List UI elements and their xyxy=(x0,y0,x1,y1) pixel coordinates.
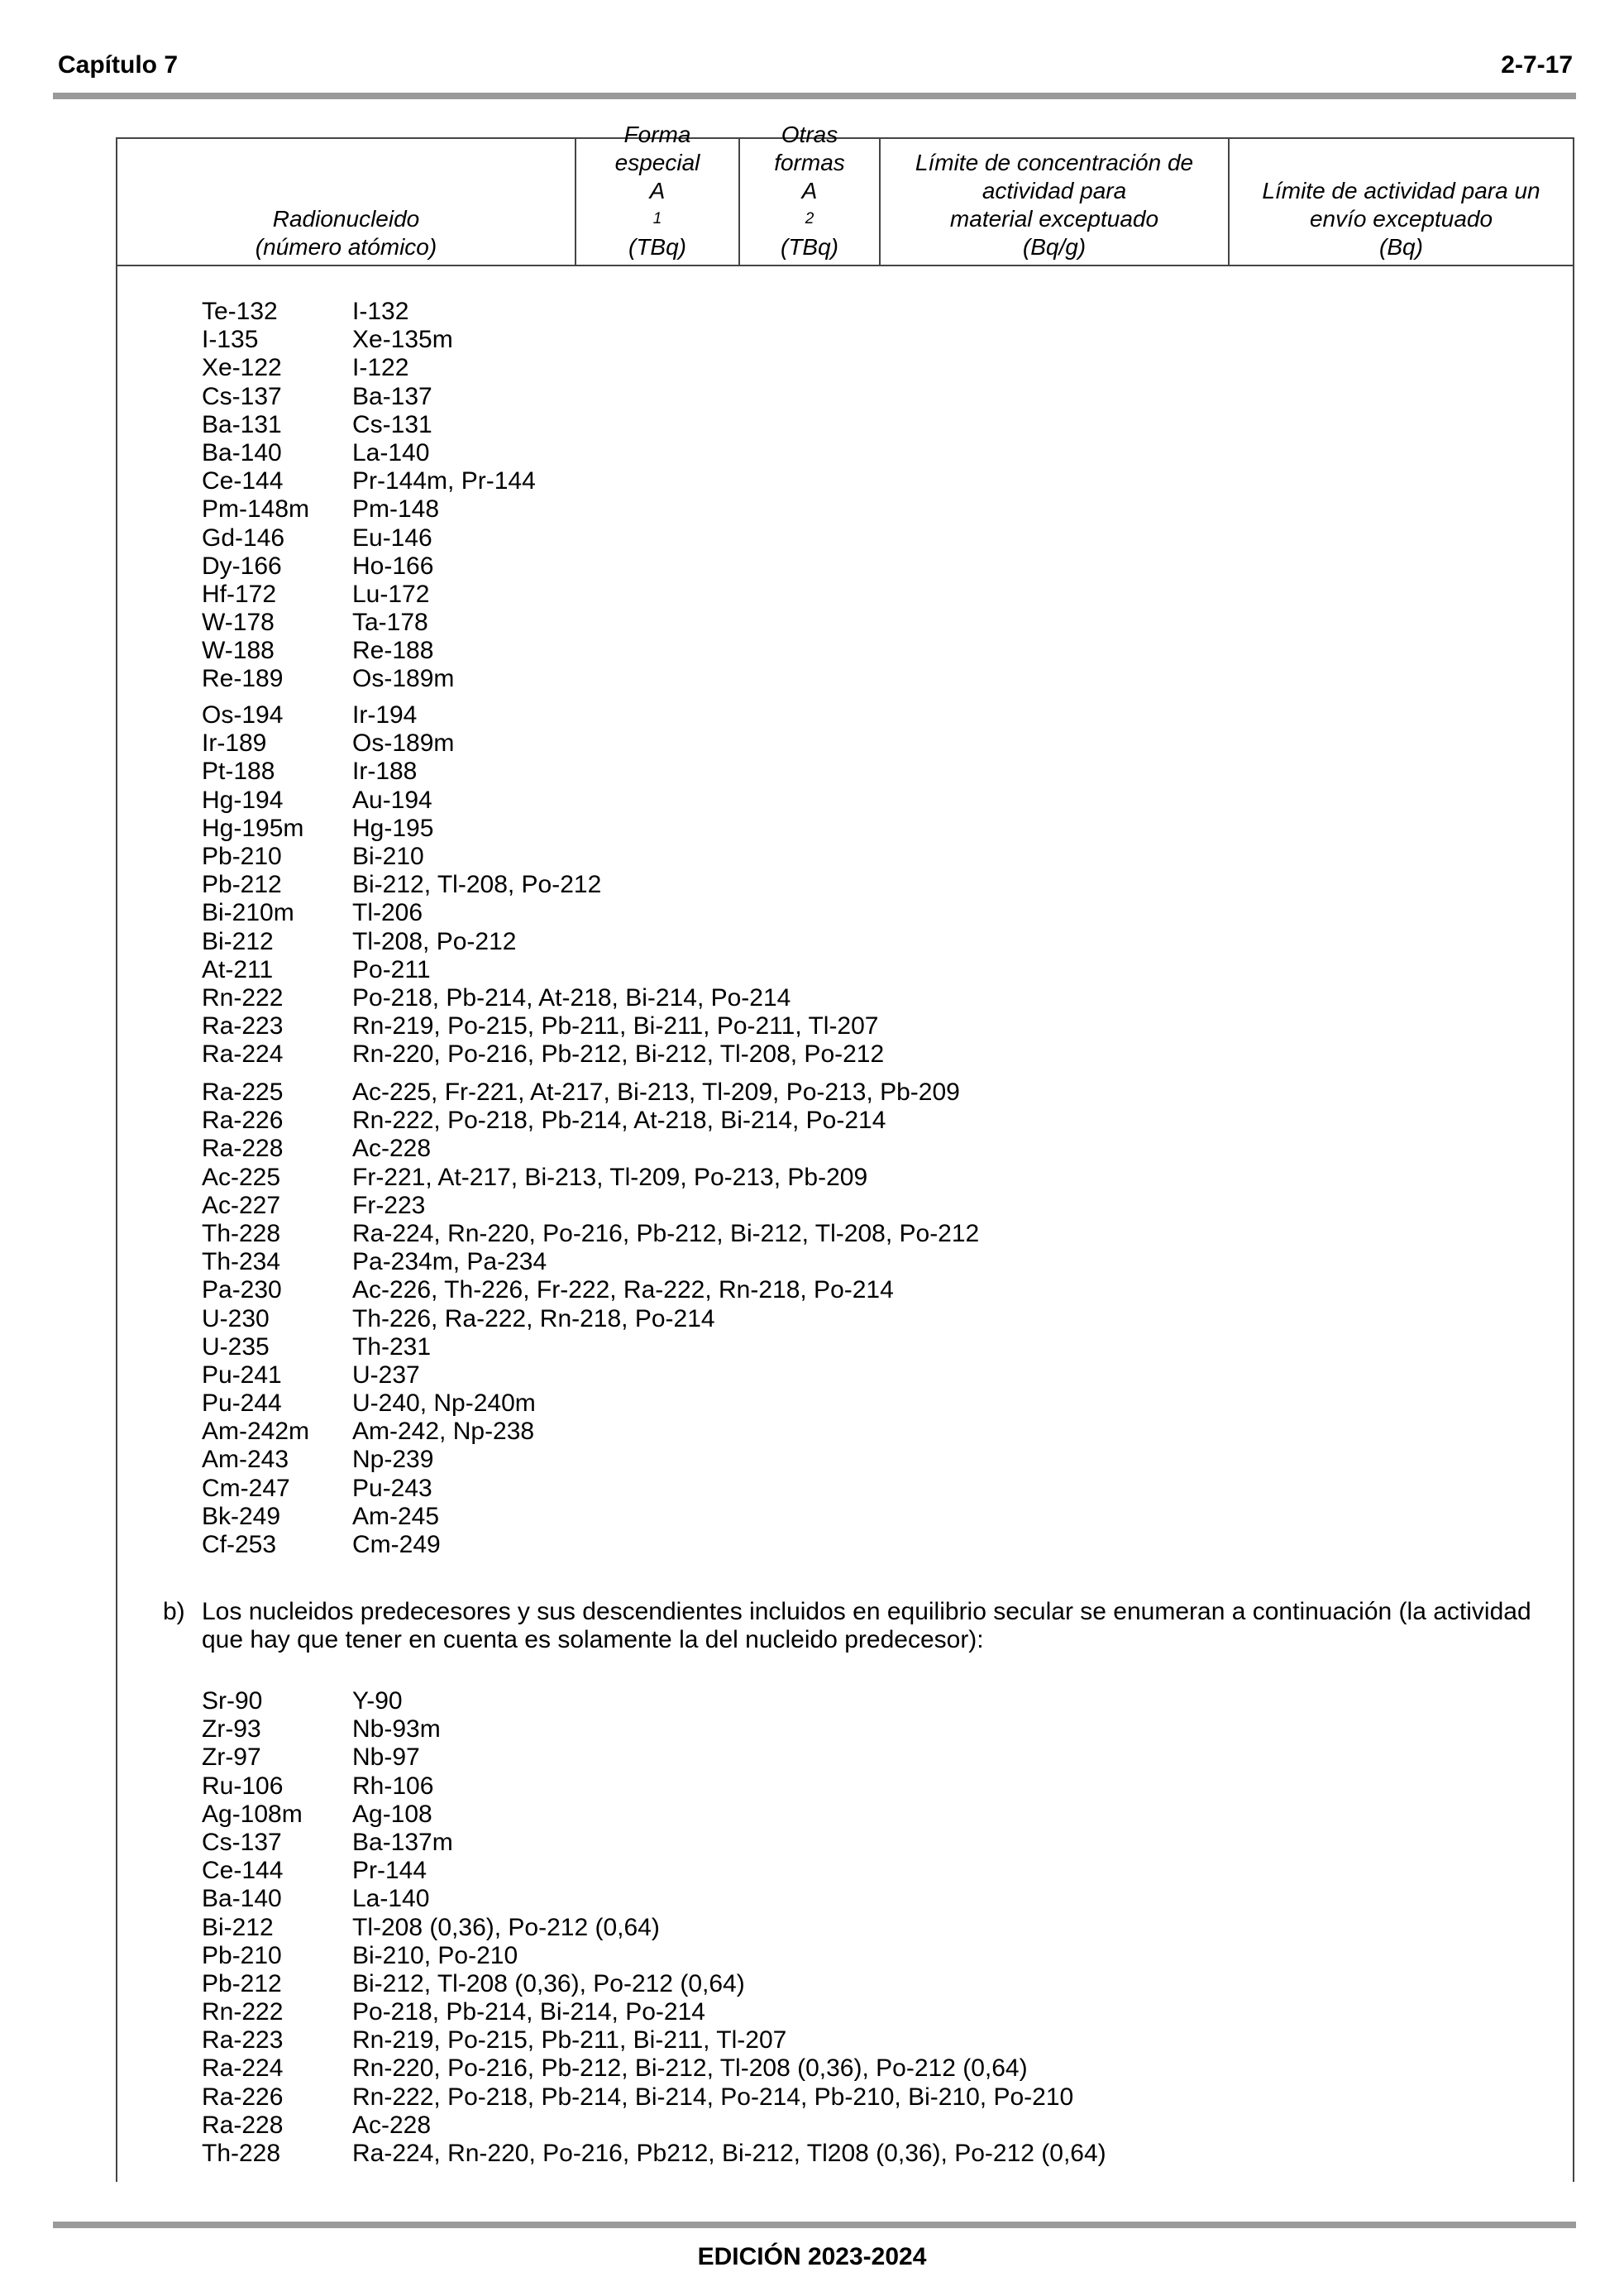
daughter-nuclides: Pr-144 xyxy=(352,1857,427,1885)
nuclide-row xyxy=(202,524,536,552)
parent-nuclide: Ce-144 xyxy=(202,1857,284,1885)
daughter-nuclides: Fr-221, At-217, Bi-213, Tl-209, Po-213, Pb-209 xyxy=(352,1163,868,1191)
nuclide-row xyxy=(202,1164,979,1192)
daughter-nuclides: Rn-219, Po-215, Pb-211, Bi-211, Tl-207 xyxy=(352,2026,787,2054)
nuclide-row xyxy=(202,1687,1106,1715)
daughter-nuclides: La-140 xyxy=(352,438,430,466)
page-number: 2-7-17 xyxy=(1501,51,1573,79)
daughter-nuclides: Bi-210, Po-210 xyxy=(352,1941,518,1969)
nuclide-list-b xyxy=(202,1687,1106,2168)
daughter-nuclides: Ac-226, Th-226, Fr-222, Ra-222, Rn-218, Po-214 xyxy=(352,1276,894,1304)
daughter-nuclides: Ac-228 xyxy=(352,1135,432,1163)
daughter-nuclides: Pa-234m, Pa-234 xyxy=(352,1248,547,1276)
nuclide-row xyxy=(202,843,884,871)
nuclide-list-a2 xyxy=(202,701,884,1069)
nuclide-row xyxy=(202,787,884,815)
nuclide-row xyxy=(202,1305,979,1333)
nuclide-row xyxy=(202,354,536,382)
nuclide-row xyxy=(202,899,884,927)
daughter-nuclides: Lu-172 xyxy=(352,580,430,608)
parent-nuclide: Ra-224 xyxy=(202,1040,284,1069)
daughter-nuclides: Bi-212, Tl-208, Po-212 xyxy=(352,871,602,899)
parent-nuclide: Cf-253 xyxy=(202,1531,277,1558)
nuclide-row xyxy=(202,815,884,843)
nuclide-row xyxy=(202,1970,1106,1998)
daughter-nuclides: Pm-148 xyxy=(352,495,440,524)
daughter-nuclides: Ir-194 xyxy=(352,701,418,729)
daughter-nuclides: I-132 xyxy=(352,298,409,325)
nuclide-row xyxy=(202,2083,1106,2112)
nuclide-row xyxy=(202,609,536,637)
parent-nuclide: Ce-144 xyxy=(202,467,284,495)
daughter-nuclides: Fr-223 xyxy=(352,1191,426,1219)
daughter-nuclides: Ba-137m xyxy=(352,1828,453,1856)
parent-nuclide: Pb-212 xyxy=(202,1969,282,1997)
nuclide-row xyxy=(202,1040,884,1069)
daughter-nuclides: U-240, Np-240m xyxy=(352,1390,536,1418)
note-b-label: b) xyxy=(163,1598,185,1625)
nuclide-row xyxy=(202,1390,979,1418)
nuclide-row xyxy=(202,1772,1106,1801)
nuclide-row xyxy=(202,467,536,495)
col-special-form-a1: Forma especial A 1 (TBq) xyxy=(576,139,740,265)
daughter-nuclides: Rn-222, Po-218, Pb-214, At-218, Bi-214, Po-214 xyxy=(352,1107,886,1135)
parent-nuclide: Gd-146 xyxy=(202,524,285,552)
parent-nuclide: Pb-210 xyxy=(202,1941,282,1969)
parent-nuclide: Hg-195m xyxy=(202,814,304,842)
edition-footer: EDICIÓN 2023-2024 xyxy=(697,2243,927,2270)
daughter-nuclides: Xe-135m xyxy=(352,326,453,354)
parent-nuclide: Pb-210 xyxy=(202,842,282,870)
note-b-text: Los nucleidos predecesores y sus descendientes incluidos en equilibrio secular se enumeran a continuación (la actividad que hay que tener en cuenta es solamente la del nucleido predecesor): xyxy=(202,1598,1531,1653)
nuclide-row xyxy=(202,1276,979,1304)
daughter-nuclides: Ac-228 xyxy=(352,2111,432,2139)
nuclide-row xyxy=(202,326,536,354)
parent-nuclide: Th-228 xyxy=(202,2140,281,2167)
daughter-nuclides: Ra-224, Rn-220, Po-216, Pb-212, Bi-212, Tl-208, Po-212 xyxy=(352,1219,980,1247)
daughter-nuclides: La-140 xyxy=(352,1885,430,1913)
daughter-nuclides: Th-231 xyxy=(352,1332,432,1361)
nuclide-row xyxy=(202,1531,979,1559)
nuclide-row xyxy=(202,1914,1106,1942)
note-b xyxy=(163,1598,1560,1654)
parent-nuclide: Cm-247 xyxy=(202,1474,290,1502)
parent-nuclide: Ba-131 xyxy=(202,410,282,438)
nuclide-row xyxy=(202,1744,1106,1772)
parent-nuclide: Ra-226 xyxy=(202,1107,284,1135)
parent-nuclide: Xe-122 xyxy=(202,354,282,382)
nuclide-row xyxy=(202,1801,1106,1829)
parent-nuclide: Ba-140 xyxy=(202,438,282,466)
daughter-nuclides: Ho-166 xyxy=(352,552,434,580)
nuclide-row xyxy=(202,2112,1106,2140)
radionuclide-table xyxy=(116,122,1574,2182)
nuclide-row xyxy=(202,984,884,1012)
parent-nuclide: Rn-222 xyxy=(202,1998,284,2026)
parent-nuclide: Cs-137 xyxy=(202,1828,282,1856)
nuclide-row xyxy=(202,665,536,693)
nuclide-row xyxy=(202,1857,1106,1885)
parent-nuclide: Ac-225 xyxy=(202,1163,281,1191)
chapter-title: Capítulo 7 xyxy=(58,51,179,79)
nuclide-row xyxy=(202,1361,979,1390)
parent-nuclide: Rn-222 xyxy=(202,983,284,1012)
daughter-nuclides: Rn-220, Po-216, Pb-212, Bi-212, Tl-208 (0,36), Po-212 (0,64) xyxy=(352,2054,1028,2083)
parent-nuclide: Te-132 xyxy=(202,298,278,325)
parent-nuclide: Ru-106 xyxy=(202,1772,284,1800)
nuclide-list-a1 xyxy=(202,298,536,694)
nuclide-row xyxy=(202,552,536,581)
parent-nuclide: Ba-140 xyxy=(202,1885,282,1913)
parent-nuclide: Pu-241 xyxy=(202,1361,282,1389)
parent-nuclide: Pt-188 xyxy=(202,758,275,786)
daughter-nuclides: Rn-220, Po-216, Pb-212, Bi-212, Tl-208, Po-212 xyxy=(352,1040,885,1069)
parent-nuclide: Bk-249 xyxy=(202,1502,281,1530)
parent-nuclide: W-188 xyxy=(202,637,275,665)
nuclide-row xyxy=(202,1333,979,1361)
col-shipment-limit: Límite de actividad para un envío exceptuado (Bq) xyxy=(1262,178,1540,260)
daughter-nuclides: Re-188 xyxy=(352,637,434,665)
col-radionuclide: Radionucleido (número atómico) xyxy=(117,139,576,265)
parent-nuclide: I-135 xyxy=(202,326,259,354)
header-rule xyxy=(53,93,1576,99)
daughter-nuclides: Np-239 xyxy=(352,1446,434,1474)
parent-nuclide: Ra-226 xyxy=(202,2083,284,2111)
parent-nuclide: Pu-244 xyxy=(202,1390,282,1418)
nuclide-row xyxy=(202,701,884,729)
parent-nuclide: Th-228 xyxy=(202,1219,281,1247)
parent-nuclide: Pa-230 xyxy=(202,1276,282,1304)
nuclide-row xyxy=(202,439,536,467)
daughter-nuclides: Pr-144m, Pr-144 xyxy=(352,467,536,495)
nuclide-row xyxy=(202,1446,979,1474)
daughter-nuclides: Au-194 xyxy=(352,786,432,814)
daughter-nuclides: Nb-97 xyxy=(352,1744,420,1772)
daughter-nuclides: Po-211 xyxy=(352,955,431,983)
nuclide-row xyxy=(202,1942,1106,1970)
daughter-nuclides: Rn-222, Po-218, Pb-214, Bi-214, Po-214, Pb-210, Bi-210, Po-210 xyxy=(352,2083,1074,2111)
nuclide-row xyxy=(202,411,536,439)
daughter-nuclides: Eu-146 xyxy=(352,524,432,552)
daughter-nuclides: Ir-188 xyxy=(352,758,418,786)
nuclide-row xyxy=(202,1418,979,1446)
daughter-nuclides: Th-226, Ra-222, Rn-218, Po-214 xyxy=(352,1304,715,1332)
parent-nuclide: Pm-148m xyxy=(202,495,310,524)
daughter-nuclides: Ag-108 xyxy=(352,1800,432,1828)
parent-nuclide: Sr-90 xyxy=(202,1687,263,1715)
daughter-nuclides: Ac-225, Fr-221, At-217, Bi-213, Tl-209, Po-213, Pb-209 xyxy=(352,1079,960,1106)
nuclide-row xyxy=(202,1192,979,1220)
nuclide-row xyxy=(202,2026,1106,2054)
parent-nuclide: Am-242m xyxy=(202,1418,310,1446)
daughter-nuclides: Pu-243 xyxy=(352,1474,432,1502)
parent-nuclide: Bi-210m xyxy=(202,899,294,927)
parent-nuclide: Ra-223 xyxy=(202,2026,284,2054)
parent-nuclide: Ra-225 xyxy=(202,1079,284,1106)
parent-nuclide: Bi-212 xyxy=(202,927,274,955)
parent-nuclide: Os-194 xyxy=(202,701,284,729)
nuclide-row xyxy=(202,383,536,411)
nuclide-row xyxy=(202,928,884,956)
nuclide-row xyxy=(202,581,536,609)
nuclide-row xyxy=(202,1248,979,1276)
parent-nuclide: Dy-166 xyxy=(202,552,282,580)
parent-nuclide: Ra-224 xyxy=(202,2054,284,2083)
daughter-nuclides: Am-242, Np-238 xyxy=(352,1418,535,1446)
daughter-nuclides: Tl-206 xyxy=(352,899,423,927)
parent-nuclide: W-178 xyxy=(202,609,275,637)
footer-rule xyxy=(53,2222,1576,2228)
parent-nuclide: Bi-212 xyxy=(202,1913,274,1941)
parent-nuclide: Pb-212 xyxy=(202,871,282,899)
daughter-nuclides: Ba-137 xyxy=(352,382,432,410)
nuclide-row xyxy=(202,1107,979,1135)
parent-nuclide: Am-243 xyxy=(202,1446,289,1474)
nuclide-row xyxy=(202,2054,1106,2083)
parent-nuclide: Ra-223 xyxy=(202,1012,284,1040)
daughter-nuclides: Po-218, Pb-214, At-218, Bi-214, Po-214 xyxy=(352,983,791,1012)
parent-nuclide: Ir-189 xyxy=(202,729,267,758)
daughter-nuclides: Rn-219, Po-215, Pb-211, Bi-211, Po-211, Tl-207 xyxy=(352,1012,879,1040)
nuclide-row xyxy=(202,1079,979,1107)
nuclide-row xyxy=(202,1135,979,1163)
nuclide-row xyxy=(202,1885,1106,1913)
daughter-nuclides: U-237 xyxy=(352,1361,420,1389)
nuclide-row xyxy=(202,758,884,786)
parent-nuclide: Zr-93 xyxy=(202,1715,261,1744)
nuclide-row xyxy=(202,956,884,984)
parent-nuclide: Cs-137 xyxy=(202,382,282,410)
nuclide-row xyxy=(202,1012,884,1040)
parent-nuclide: Ra-228 xyxy=(202,1135,284,1163)
daughter-nuclides: Nb-93m xyxy=(352,1715,441,1744)
daughter-nuclides: Os-189m xyxy=(352,729,455,758)
parent-nuclide: Hg-194 xyxy=(202,786,284,814)
parent-nuclide: Hf-172 xyxy=(202,580,277,608)
parent-nuclide: Ac-227 xyxy=(202,1191,281,1219)
nuclide-row xyxy=(202,298,536,326)
nuclide-row xyxy=(202,1220,979,1248)
daughter-nuclides: Ra-224, Rn-220, Po-216, Pb212, Bi-212, Tl208 (0,36), Po-212 (0,64) xyxy=(352,2140,1106,2167)
daughter-nuclides: Rh-106 xyxy=(352,1772,434,1800)
nuclide-row xyxy=(202,1503,979,1531)
nuclide-row xyxy=(202,495,536,524)
daughter-nuclides: Tl-208 (0,36), Po-212 (0,64) xyxy=(352,1913,660,1941)
daughter-nuclides: Tl-208, Po-212 xyxy=(352,927,517,955)
nuclide-row xyxy=(202,1829,1106,1857)
nuclide-row xyxy=(202,871,884,899)
nuclide-row xyxy=(202,729,884,758)
daughter-nuclides: Y-90 xyxy=(352,1687,403,1715)
nuclide-row xyxy=(202,2140,1106,2168)
daughter-nuclides: Cm-249 xyxy=(352,1531,441,1558)
daughter-nuclides: Am-245 xyxy=(352,1502,440,1530)
parent-nuclide: Re-189 xyxy=(202,665,284,693)
daughter-nuclides: Cs-131 xyxy=(352,410,432,438)
col-concentration-limit: Límite de concentración de actividad para material exceptuado (Bq/g) xyxy=(881,139,1230,265)
parent-nuclide: Th-234 xyxy=(202,1248,281,1276)
parent-nuclide: U-235 xyxy=(202,1332,270,1361)
daughter-nuclides: Os-189m xyxy=(352,665,455,693)
daughter-nuclides: I-122 xyxy=(352,354,409,382)
nuclide-row xyxy=(202,1998,1106,2026)
parent-nuclide: Zr-97 xyxy=(202,1744,261,1772)
daughter-nuclides: Bi-210 xyxy=(352,842,424,870)
table-header-row xyxy=(117,122,1573,266)
nuclide-list-a3 xyxy=(202,1079,979,1559)
nuclide-row xyxy=(202,1475,979,1503)
daughter-nuclides: Hg-195 xyxy=(352,814,434,842)
daughter-nuclides: Ta-178 xyxy=(352,609,428,637)
parent-nuclide: U-230 xyxy=(202,1304,270,1332)
parent-nuclide: At-211 xyxy=(202,955,274,983)
daughter-nuclides: Bi-212, Tl-208 (0,36), Po-212 (0,64) xyxy=(352,1969,745,1997)
col-other-forms-a2: Otras formas A 2 (TBq) xyxy=(740,139,881,265)
parent-nuclide: Ag-108m xyxy=(202,1800,303,1828)
nuclide-row xyxy=(202,637,536,665)
parent-nuclide: Ra-228 xyxy=(202,2111,284,2139)
nuclide-row xyxy=(202,1715,1106,1744)
daughter-nuclides: Po-218, Pb-214, Bi-214, Po-214 xyxy=(352,1998,705,2026)
